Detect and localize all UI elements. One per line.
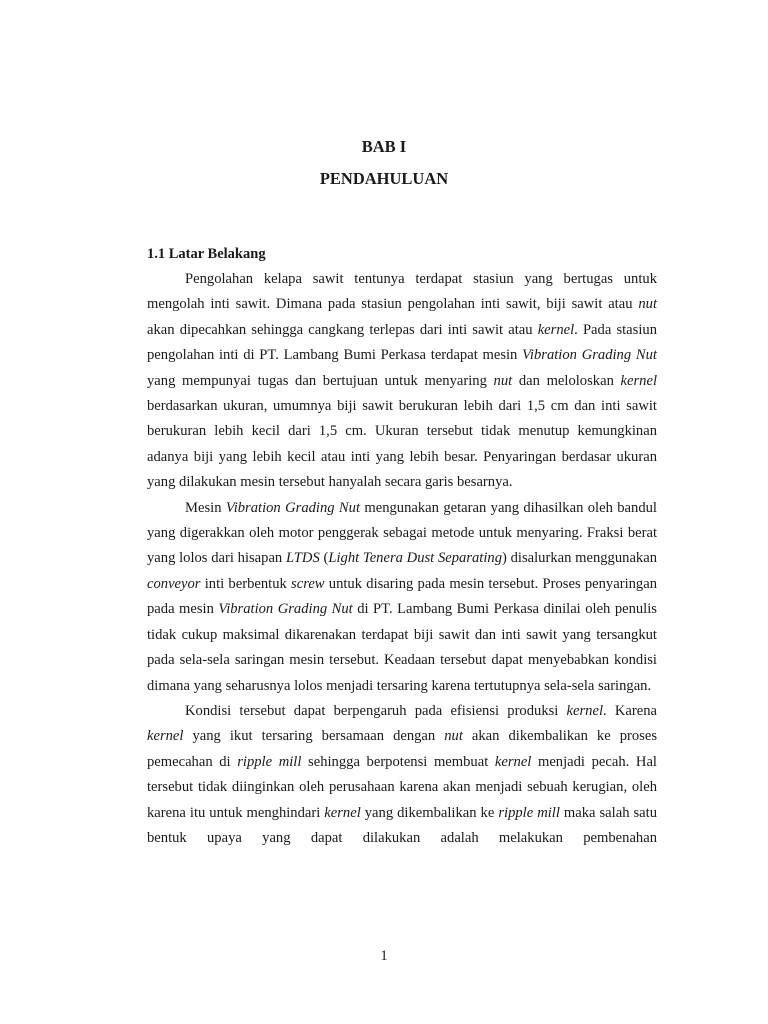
section-heading: 1.1 Latar Belakang xyxy=(147,246,266,262)
italic-term: kernel xyxy=(620,372,657,389)
italic-term: kernel xyxy=(566,702,604,719)
page-number: 1 xyxy=(380,948,388,964)
italic-term: Vibration Grading Nut xyxy=(218,601,353,618)
italic-term: ripple mill xyxy=(237,753,302,770)
italic-term: Light Tenera Dust Separating xyxy=(328,550,503,567)
italic-term: kernel xyxy=(494,753,532,770)
italic-term: nut xyxy=(493,372,513,389)
paragraph: Kondisi tersebut dapat berpengaruh pada efisiensi produksi kernel. Karena kernel yang ikut tersaring bersamaan dengan nut akan dikembalikan ke proses pemecahan di ripple mill sehingga berpotensi membuat kernel menjadi pecah. Hal tersebut tidak diinginkan oleh perusahaan karena akan menjadi sebuah kerugian, oleh karena itu untuk menghindari kernel yang dikembalikan ke ripple mill maka salah satu bentuk upaya yang dapat dilakukan adalah melakukan pembenahan xyxy=(147,702,657,846)
paragraph: Pengolahan kelapa sawit tentunya terdapat stasiun yang bertugas untuk mengolah inti sawit. Dimana pada stasiun pengolahan inti sawit, biji sawit atau nut akan dipecahkan sehingga cangkang terlepas dari inti sawit atau kernel. Pada stasiun pengolahan inti di PT. Lambang Bumi Perkasa terdapat mesin Vibration Grading Nut yang mempunyai tugas dan bertujuan untuk menyaring nut dan meloloskan kernel berdasarkan ukuran, umumnya biji sawit berukuran lebih dari 1,5 cm dan inti sawit berukuran lebih kecil dari 1,5 cm. Ukuran tersebut tidak menutup kemungkinan adanya biji yang lebih kecil atau inti yang lebih besar. Penyaringan berdasar ukuran yang dilakukan mesin tersebut hanyalah secara garis besarnya. xyxy=(147,271,657,491)
italic-term: Vibration Grading Nut xyxy=(522,347,657,364)
italic-term: LTDS xyxy=(285,550,320,567)
italic-term: Vibration Grading Nut xyxy=(225,499,361,516)
italic-term: conveyor xyxy=(147,575,201,592)
chapter-label: BAB I xyxy=(361,137,407,156)
italic-term: screw xyxy=(291,575,325,592)
italic-term: nut xyxy=(638,296,657,313)
italic-term: nut xyxy=(444,728,463,745)
italic-term: kernel xyxy=(537,321,575,338)
paragraph: Mesin Vibration Grading Nut mengunakan getaran yang dihasilkan oleh bandul yang digerakkan oleh motor penggerak sebagai metode untuk menyaring. Fraksi berat yang lolos dari hisapan LTDS (Light Tenera Dust Separating) disalurkan menggunakan conveyor inti berbentuk screw untuk disaring pada mesin tersebut. Proses penyaringan pada mesin Vibration Grading Nut di PT. Lambang Bumi Perkasa dinilai oleh penulis tidak cukup maksimal dikarenakan terdapat biji sawit dan inti sawit yang tersangkut pada sela-sela saringan mesin tersebut. Keadaan tersebut dapat menyebabkan kondisi dimana yang seharusnya lolos menjadi tersaring karena tertutupnya sela-sela saringan. xyxy=(147,499,657,694)
body-text xyxy=(147,267,657,851)
italic-term: kernel xyxy=(147,728,184,745)
italic-term: kernel xyxy=(324,804,361,821)
chapter-title: PENDAHULUAN xyxy=(319,169,449,188)
italic-term: ripple mill xyxy=(498,804,560,821)
